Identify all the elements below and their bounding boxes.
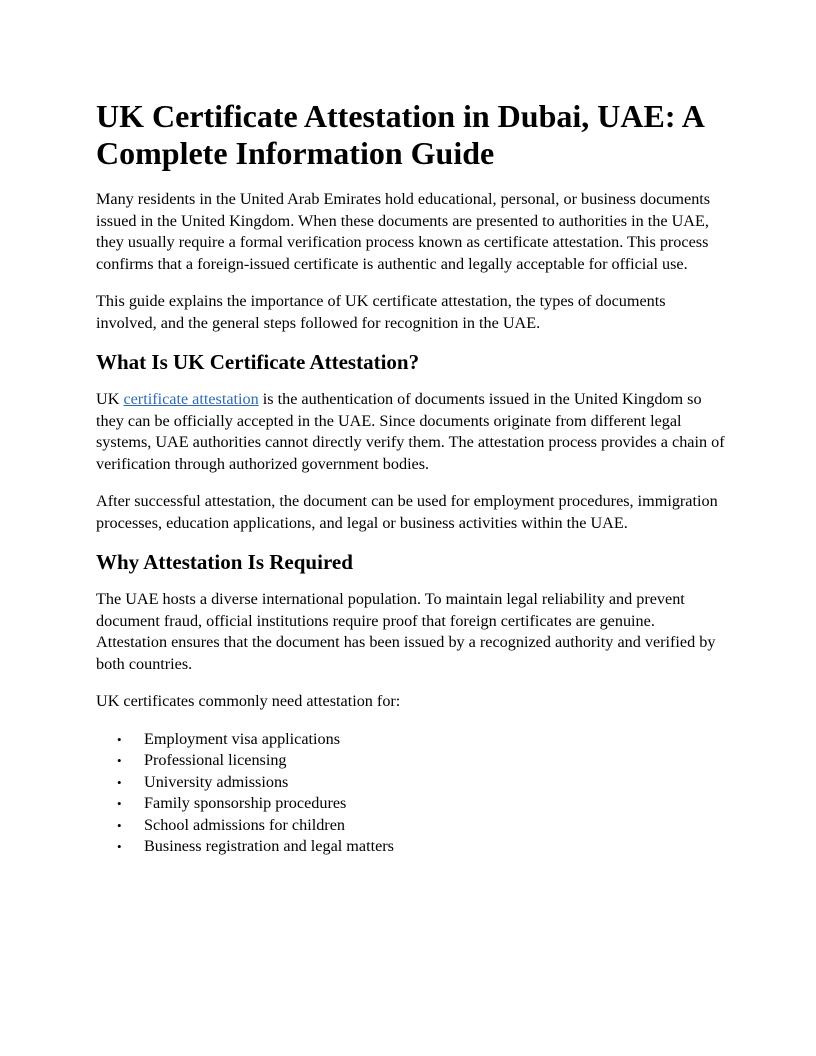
list-item-text: Professional licensing xyxy=(144,751,287,769)
list-item xyxy=(96,729,726,751)
bullet-icon: • xyxy=(117,753,122,768)
list-item xyxy=(96,836,726,858)
section2-paragraph-2: UK certificates commonly need attestation for: xyxy=(96,692,401,710)
bullet-icon: • xyxy=(117,731,122,747)
list-item-text: Business registration and legal matters xyxy=(144,837,394,855)
bullet-icon: • xyxy=(117,774,122,790)
section2-paragraph-1: The UAE hosts a diverse international population. To maintain legal reliability and prevent document fraud, official institutions require proof that foreign certificates are genuine. Attestation ensures that the document has been issued by a recognized authority and verified by both countries. xyxy=(96,590,716,673)
list-item xyxy=(96,815,726,837)
section1-paragraph-2: After successful attestation, the document can be used for employment procedures, immigration processes, education applications, and legal or business activities within the UAE. xyxy=(96,492,718,532)
certificate-attestation-link[interactable]: certificate attestation xyxy=(123,390,259,408)
section1-text-before-link: UK xyxy=(96,390,124,408)
list-item xyxy=(96,793,726,815)
list-item-text: University admissions xyxy=(144,772,289,791)
section-heading-why-required: Why Attestation Is Required xyxy=(96,550,353,574)
section1-text-after-link: is the authentication of documents issued in the United Kingdom so they can be officially accepted in the UAE. Since documents originate from different legal systems, UAE authorities cannot directly verify them. The attestation process provides a chain of verification through authorized government bodies. xyxy=(96,390,725,473)
list-item-text: Employment visa applications xyxy=(144,729,341,748)
bullet-icon: • xyxy=(117,796,122,811)
bullet-icon: • xyxy=(117,839,122,854)
attestation-uses-list xyxy=(96,729,726,858)
section-heading-what-is: What Is UK Certificate Attestation? xyxy=(96,350,420,374)
list-item-text: School admissions for children xyxy=(144,815,345,834)
section1-paragraph-1 xyxy=(96,389,726,475)
intro-paragraph-2: This guide explains the importance of UK certificate attestation, the types of documents involved, and the general steps followed for recognition in the UAE. xyxy=(96,292,666,332)
page-title: UK Certificate Attestation in Dubai, UAE: A Complete Information Guide xyxy=(96,98,704,171)
bullet-icon: • xyxy=(117,817,122,833)
intro-paragraph-1: Many residents in the United Arab Emirates hold educational, personal, or business documents issued in the United Kingdom. When these documents are presented to authorities in the UAE, they usually require a formal verification process known as certificate attestation. This process confirms that a foreign-issued certificate is authentic and legally acceptable for official use. xyxy=(96,190,711,273)
list-item-text: Family sponsorship procedures xyxy=(144,794,347,812)
document-page xyxy=(96,98,726,858)
list-item xyxy=(96,772,726,794)
list-item xyxy=(96,750,726,772)
